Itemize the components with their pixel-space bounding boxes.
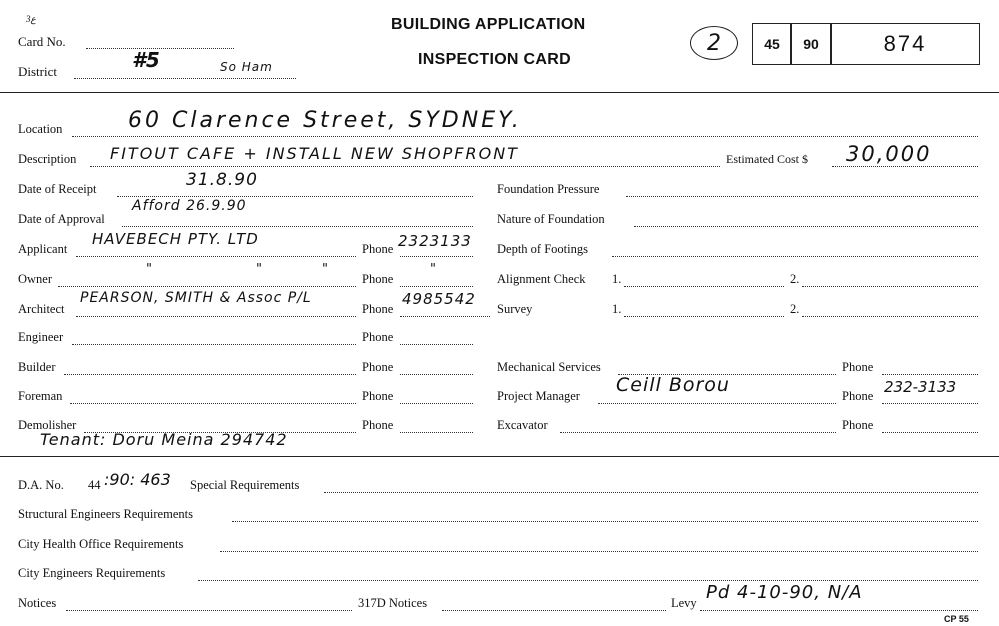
mechanical-phone-label: Phone <box>842 360 874 374</box>
excavator-label: Excavator <box>497 418 548 432</box>
da-no-label: D.A. No. <box>18 478 64 492</box>
da-no-printed: 44 <box>88 478 101 492</box>
date-of-approval-label: Date of Approval <box>18 212 105 226</box>
demolisher-phone-line <box>400 432 473 433</box>
mechanical-phone-line <box>882 374 978 375</box>
excavator-line <box>560 432 836 433</box>
survey-label: Survey <box>497 302 533 316</box>
foundation-pressure-label: Foundation Pressure <box>497 182 600 196</box>
depth-of-footings-line <box>612 256 978 257</box>
date-of-receipt-label: Date of Receipt <box>18 182 97 196</box>
description-line <box>90 166 720 167</box>
applicant-phone-label: Phone <box>362 242 394 256</box>
architect-phone-label: Phone <box>362 302 394 316</box>
owner-label: Owner <box>18 272 53 286</box>
notices-line <box>66 610 352 611</box>
applicant-label: Applicant <box>18 242 68 256</box>
survey-2-label: 2. <box>790 302 800 316</box>
architect-line <box>76 316 356 317</box>
foreman-label: Foreman <box>18 389 63 403</box>
project-manager-phone-line <box>882 403 978 404</box>
da-no-handwritten: :90: 463 <box>104 470 171 489</box>
special-requirements-line <box>324 492 978 493</box>
description-value: FITOUT CAFE + INSTALL NEW SHOPFRONT <box>110 144 519 163</box>
owner-ditto-2: " <box>256 262 263 277</box>
alignment-check-1-line <box>624 286 784 287</box>
alignment-check-1-label: 1. <box>612 272 622 286</box>
requirements-rule <box>0 456 999 457</box>
builder-phone-line <box>400 374 473 375</box>
owner-phone-line <box>400 286 473 287</box>
levy-value: Pd 4-10-90, N/A <box>706 582 863 603</box>
card-number-box-2: 90 <box>790 23 832 65</box>
estimated-cost-value: 30,000 <box>846 142 932 166</box>
survey-1-line <box>624 316 784 317</box>
special-requirements-label: Special Requirements <box>190 478 300 492</box>
card-title-line1: BUILDING APPLICATION <box>391 16 586 33</box>
project-manager-phone-value: 232-3133 <box>884 378 957 396</box>
architect-phone-value: 4985542 <box>402 290 476 308</box>
structural-requirements-label: Structural Engineers Requirements <box>18 507 193 521</box>
location-value: 60 Clarence Street, SYDNEY. <box>128 108 522 133</box>
header-rule <box>0 92 999 93</box>
project-manager-line <box>598 403 836 404</box>
demolisher-label: Demolisher <box>18 418 77 432</box>
owner-phone-label: Phone <box>362 272 394 286</box>
nature-of-foundation-line <box>634 226 978 227</box>
mechanical-services-label: Mechanical Services <box>497 360 601 374</box>
district-suffix: So Ham <box>220 60 273 74</box>
excavator-phone-label: Phone <box>842 418 874 432</box>
architect-label: Architect <box>18 302 65 316</box>
date-of-approval-value: Afford 26.9.90 <box>132 198 247 214</box>
alignment-check-2-label: 2. <box>790 272 800 286</box>
description-label: Description <box>18 152 77 166</box>
levy-label: Levy <box>671 596 697 610</box>
form-code: CP 55 <box>944 614 969 624</box>
notices-label: Notices <box>18 596 57 610</box>
engineers-requirements-label: City Engineers Requirements <box>18 566 166 580</box>
foreman-line <box>70 403 356 404</box>
demolisher-phone-label: Phone <box>362 418 394 432</box>
estimated-cost-line <box>832 166 978 167</box>
district-label: District <box>18 64 57 79</box>
builder-phone-label: Phone <box>362 360 394 374</box>
date-of-receipt-line <box>117 196 473 197</box>
tenant-note: Tenant: Doru Meina 294742 <box>40 430 288 449</box>
health-requirements-label: City Health Office Requirements <box>18 537 184 551</box>
architect-value: PEARSON, SMITH & Assoc P/L <box>80 290 312 306</box>
owner-line <box>58 286 356 287</box>
date-of-receipt-value: 31.8.90 <box>186 170 258 190</box>
corner-scribble: ع3 <box>26 14 36 24</box>
card-number-box-1: 45 <box>752 23 792 65</box>
project-manager-value: Ceill Borou <box>616 374 730 396</box>
circled-number: 2 <box>690 26 738 60</box>
district-value: #5 <box>132 48 160 72</box>
card-number-box-3: 874 <box>830 23 980 65</box>
applicant-phone-value: 2323133 <box>398 232 472 250</box>
levy-line <box>700 610 978 611</box>
builder-line <box>64 374 356 375</box>
owner-phone-value: " <box>430 262 437 277</box>
card-title-line2: INSPECTION CARD <box>418 51 571 68</box>
location-line <box>72 136 978 137</box>
foreman-phone-label: Phone <box>362 389 394 403</box>
notices-317d-line <box>442 610 666 611</box>
engineer-phone-line <box>400 344 473 345</box>
location-label: Location <box>18 122 63 136</box>
owner-ditto-3: " <box>322 262 329 277</box>
card-no-line <box>86 48 234 49</box>
owner-ditto-1: " <box>146 262 153 277</box>
nature-of-foundation-label: Nature of Foundation <box>497 212 605 226</box>
excavator-phone-line <box>882 432 978 433</box>
project-manager-label: Project Manager <box>497 389 580 403</box>
project-manager-phone-label: Phone <box>842 389 874 403</box>
builder-label: Builder <box>18 360 56 374</box>
notices-317d-label: 317D Notices <box>358 596 428 610</box>
health-requirements-line <box>220 551 978 552</box>
district-line <box>74 78 296 79</box>
engineers-requirements-line <box>198 580 978 581</box>
engineer-phone-label: Phone <box>362 330 394 344</box>
architect-phone-line <box>400 316 490 317</box>
structural-requirements-line <box>232 521 978 522</box>
applicant-value: HAVEBECH PTY. LTD <box>92 230 259 248</box>
engineer-line <box>72 344 356 345</box>
survey-1-label: 1. <box>612 302 622 316</box>
applicant-phone-line <box>400 256 473 257</box>
date-of-approval-line <box>122 226 473 227</box>
depth-of-footings-label: Depth of Footings <box>497 242 588 256</box>
estimated-cost-label: Estimated Cost $ <box>726 152 808 166</box>
alignment-check-label: Alignment Check <box>497 272 586 286</box>
foreman-phone-line <box>400 403 473 404</box>
card-no-label: Card No. <box>18 34 66 49</box>
foundation-pressure-line <box>626 196 978 197</box>
survey-2-line <box>802 316 978 317</box>
alignment-check-2-line <box>802 286 978 287</box>
engineer-label: Engineer <box>18 330 64 344</box>
applicant-line <box>76 256 356 257</box>
